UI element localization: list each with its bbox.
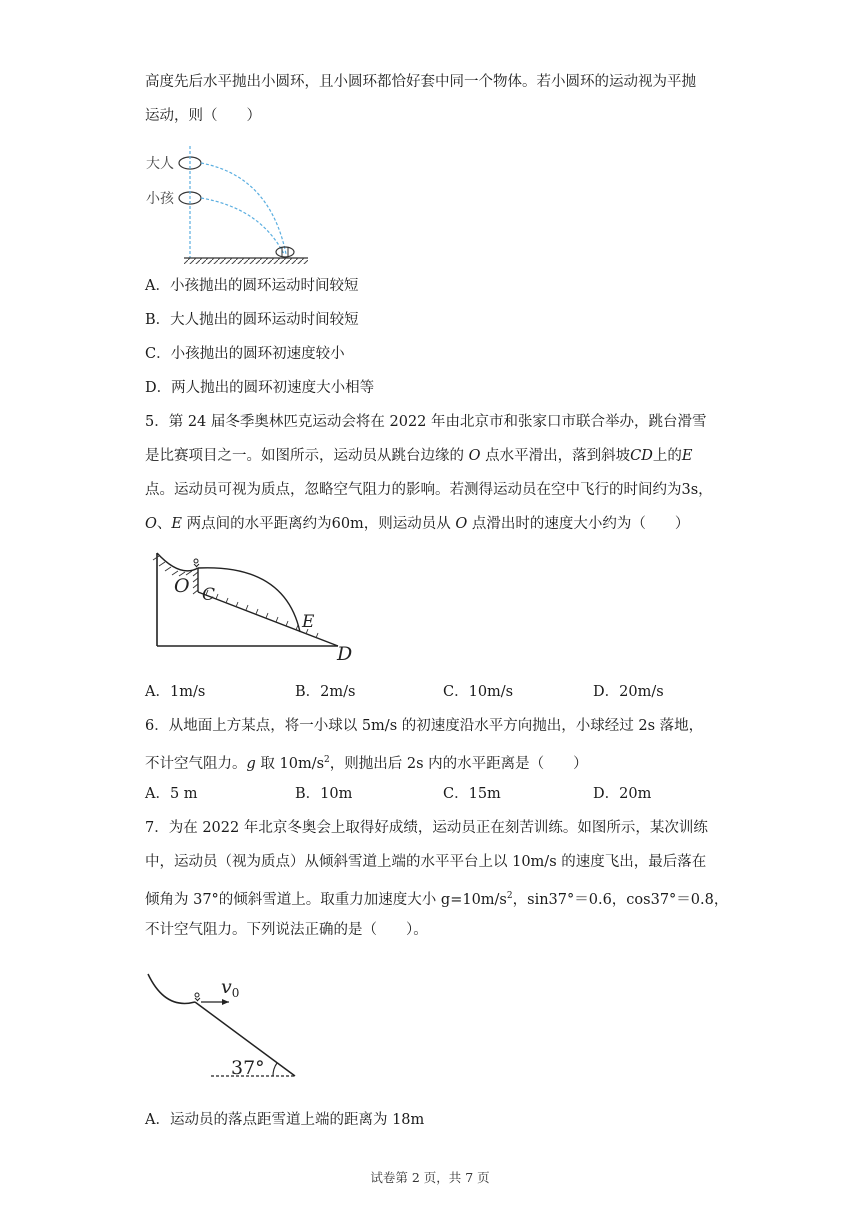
q5-line-2: 是比赛项目之一。如图所示，运动员从跳台边缘的 O 点水平滑出，落到斜坡CD上的E	[145, 448, 693, 464]
q6-option-c: C．15m	[443, 786, 501, 802]
q7-option-a: A．运动员的落点距雪道上端的距离为 18m	[145, 1112, 425, 1128]
q7-line-4: 不计空气阻力。下列说法正确的是（ ）。	[145, 922, 428, 938]
label-c: C	[202, 585, 216, 605]
page-footer: 试卷第 2 页，共 7 页	[370, 1170, 490, 1185]
q4-option-c: C．小孩抛出的圆环初速度较小	[145, 346, 345, 362]
label-adult: 大人	[146, 156, 174, 172]
q4-option-d: D．两人抛出的圆环初速度大小相等	[145, 380, 375, 396]
label-e: E	[302, 612, 315, 632]
q4-figure-ring-toss	[140, 146, 310, 268]
q5-line-4: O、E 两点间的水平距离约为60m，则运动员从 O 点滑出时的速度大小约为（ ）	[145, 516, 690, 532]
q4-line-2: 运动，则（ ）	[145, 108, 261, 124]
q7-line-1: 7．为在 2022 年北京冬奥会上取得好成绩，运动员正在刻苦训练。如图所示，某次训练	[145, 820, 708, 836]
q7-figure-slope	[145, 968, 315, 1086]
q4-option-a: A．小孩抛出的圆环运动时间较短	[145, 278, 359, 294]
q6-line-2: 不计空气阻力。g 取 $10m/s^2$，则抛出后 2s 内的水平距离是（ ）	[145, 755, 588, 772]
q5-figure-ski-jump	[150, 550, 360, 666]
q6-option-d: D．20m	[593, 786, 652, 802]
q5-option-a: A．1m/s	[145, 684, 206, 700]
q4-option-b: B．大人抛出的圆环运动时间较短	[145, 312, 359, 328]
q7-line-2: 中，运动员（视为质点）从倾斜雪道上端的水平平台上以 10m/s 的速度飞出，最后落在	[145, 854, 707, 870]
q4-line-1: 高度先后水平抛出小圆环，且小圆环都恰好套中同一个物体。若小圆环的运动视为平抛	[145, 74, 696, 90]
label-o: O	[174, 575, 190, 597]
q5-line-1: 5．第 24 届冬季奥林匹克运动会将在 2022 年由北京市和张家口市联合举办，跳台滑雪	[145, 414, 707, 430]
q5-option-c: C．10m/s	[443, 684, 514, 700]
label-child: 小孩	[146, 191, 174, 207]
q5-option-d: D．20m/s	[593, 684, 664, 700]
q5-line-3: 点。运动员可视为质点，忽略空气阻力的影响。若测得运动员在空中飞行的时间约为3s，	[145, 482, 713, 498]
q7-line-3: 倾角为 37°的倾斜雪道上。取重力加速度大小 $g=10m/s^2$，sin37°＝0.6，cos37°＝0.8，	[145, 891, 729, 908]
q5-option-b: B．2m/s	[295, 684, 356, 700]
label-d: D	[337, 643, 353, 665]
q6-option-a: A．5 m	[145, 786, 198, 802]
label-angle: 37°	[231, 1057, 265, 1079]
label-v0: $v_0$	[221, 976, 240, 1000]
q6-option-b: B．10m	[295, 786, 353, 802]
q6-line-1: 6．从地面上方某点，将一小球以 5m/s 的初速度沿水平方向抛出，小球经过 2s 落地，	[145, 718, 704, 734]
